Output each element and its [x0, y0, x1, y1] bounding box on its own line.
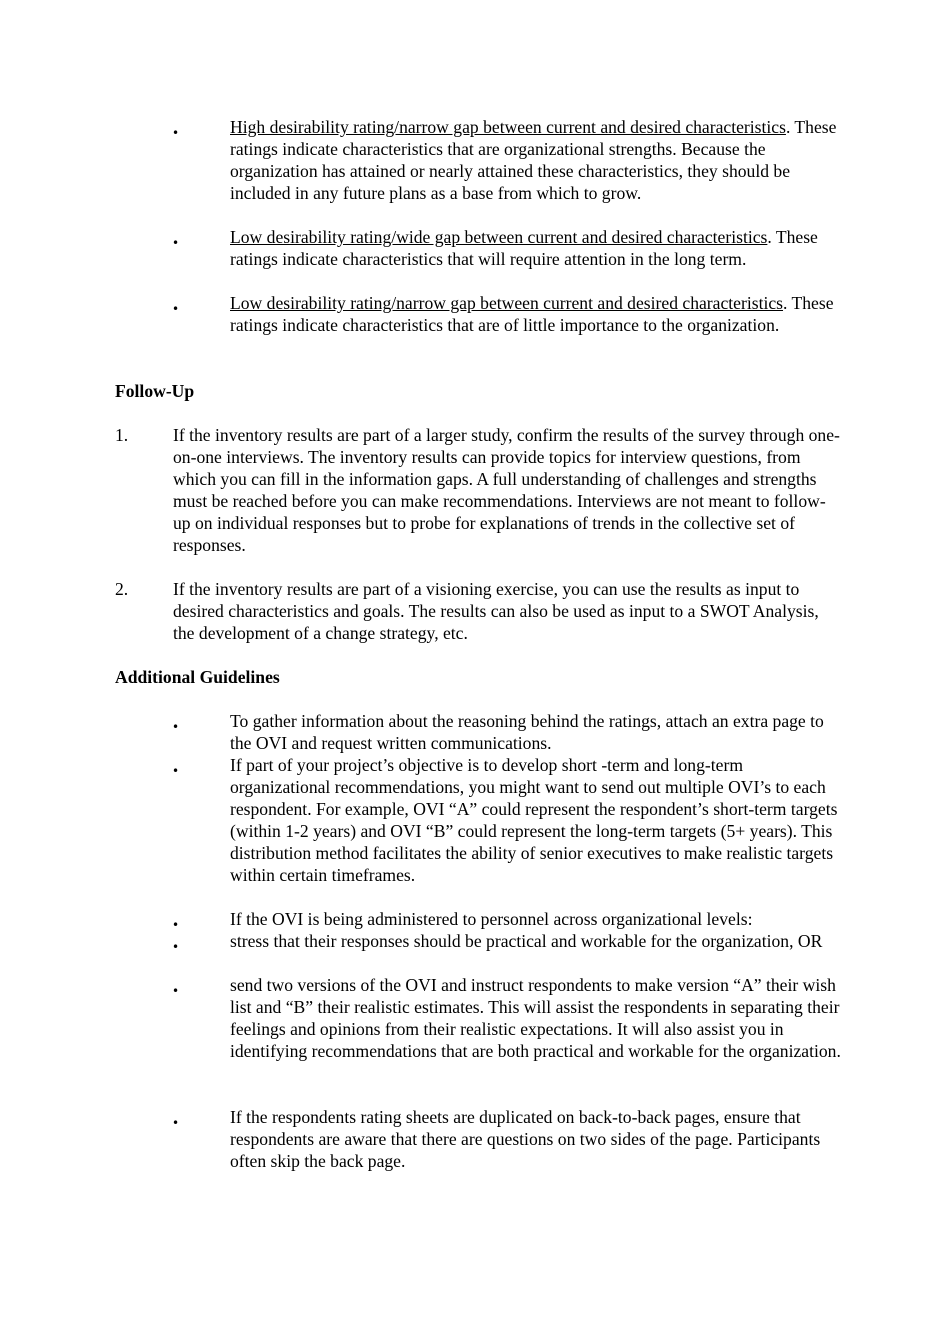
- bullet-icon: •: [172, 984, 180, 998]
- bullet-icon: •: [172, 126, 180, 140]
- rating-bullet-text: . These ratings indicate characteristics that are of little importance to the organization.: [230, 293, 834, 335]
- follow-up-number: 2.: [115, 579, 129, 599]
- rating-bullet-lead: Low desirability rating/wide gap between current and desired characteristics: [230, 227, 768, 247]
- rating-bullet-low-narrow: [230, 292, 842, 336]
- guideline-item: send two versions of the OVI and instruct respondents to make version “A” their wish list and “B” their realistic estimates. This will assist the respondents in separating their feelings and opinions from their realistic expectations. It will also assist you in identifying recommendations that are both practical and workable for the organization.: [230, 975, 841, 1061]
- rating-bullet-text: . These ratings indicate characteristics that are organizational strengths. Because the organization has attained or nearly attained these characteristics, they should be included in any future plans as a base from which to grow.: [230, 117, 837, 203]
- guideline-item: If part of your project’s objective is to develop short -term and long-term organizational recommendations, you might want to send out multiple OVI’s to each respondent. For example, OVI “A” could represent the respondent’s short-term targets (within 1-2 years) and OVI “B” could represent the long-term targets (5+ years). This distribution method facilitates the ability of senior executives to make realistic targets within certain timeframes.: [230, 755, 838, 885]
- bullet-icon: •: [172, 720, 180, 734]
- bullet-icon: •: [172, 302, 180, 316]
- follow-up-item: If the inventory results are part of a larger study, confirm the results of the survey through one-on-one interviews. The inventory results can provide topics for interview questions, from which you can fill in the information gaps. A full understanding of challenges and strengths must be reached before you can make recommendations. Interviews are not meant to follow-up on individual responses but to probe for explanations of trends in the collective set of responses.: [173, 425, 840, 555]
- rating-bullet-text: . These ratings indicate characteristics that will require attention in the long term.: [230, 227, 818, 269]
- rating-bullet-high-narrow: [230, 116, 842, 204]
- additional-guidelines-heading: Additional Guidelines: [115, 667, 280, 687]
- guideline-item: If the OVI is being administered to personnel across organizational levels:: [230, 909, 753, 929]
- bullet-icon: •: [172, 940, 180, 954]
- rating-bullet-low-wide: [230, 226, 842, 270]
- follow-up-number: 1.: [115, 425, 129, 445]
- bullet-icon: •: [172, 236, 180, 250]
- follow-up-heading: Follow-Up: [115, 381, 195, 401]
- rating-bullet-lead: Low desirability rating/narrow gap between current and desired characteristics: [230, 293, 784, 313]
- bullet-icon: •: [172, 1116, 180, 1130]
- bullet-icon: •: [172, 764, 180, 778]
- rating-bullet-lead: High desirability rating/narrow gap between current and desired characteristics: [230, 117, 786, 137]
- guideline-item: To gather information about the reasoning behind the ratings, attach an extra page to the OVI and request written communications.: [230, 711, 824, 753]
- guideline-item: stress that their responses should be practical and workable for the organization, OR: [230, 931, 823, 951]
- bullet-icon: •: [172, 918, 180, 932]
- follow-up-item: If the inventory results are part of a visioning exercise, you can use the results as input to desired characteristics and goals. The results can also be used as input to a SWOT Analysis, the development of a change strategy, etc.: [173, 579, 819, 643]
- guideline-item: If the respondents rating sheets are duplicated on back-to-back pages, ensure that respondents are aware that there are questions on two sides of the page. Participants often skip the back page.: [230, 1107, 821, 1171]
